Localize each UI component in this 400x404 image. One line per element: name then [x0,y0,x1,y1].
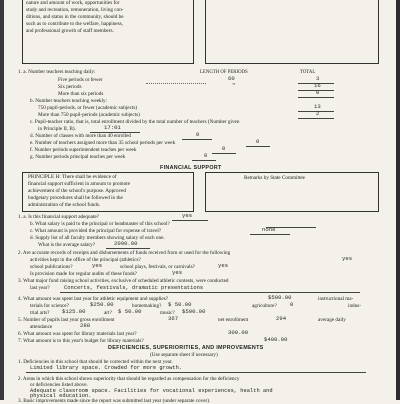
q2c-label: school publications? [30,264,73,270]
q6-label: 6. What amount was spent for library materials last year? [18,331,137,337]
q5-value: 367 [168,315,179,322]
row-label: More than six periods [58,91,104,97]
deficiencies-subheading: (Use separate sheet if necessary) [150,352,218,358]
q3-value: Concerts, festivals, dramatic presentations [64,285,204,291]
q4d-value: $ 50.00 [168,301,192,308]
q6-value: 300.00 [228,329,249,336]
deficiencies-q3-label: 3. Basic improvements made since the report was submitted last year (under separate cover). [18,398,211,404]
superintendent-periods-label: f. Number periods superintendent teaches per week [30,147,137,153]
q2e-label: Is provision made for regular audits of these funds? [30,271,137,277]
row-total: 16 [314,82,321,89]
deficiencies-q1-value: Limited library space. Crowded for more growth. [30,365,183,371]
value-underline [182,139,212,140]
deficiencies-q2-label: 2. Areas in which this school shows superiority that should be regarded as compensation for the deficiency [18,376,240,382]
q5d-value: 288 [80,322,91,329]
row-total: 13 [314,103,321,110]
q4c-value: $250.00 [90,301,114,308]
q7-value: $400.00 [264,336,288,343]
q4h-label: art? [104,310,112,316]
deficiencies-heading: DEFICIENCIES, SUPERIORITIES, AND IMPROVEMENTS [108,345,264,351]
remarks-label: Remarks by State Committee [244,175,305,181]
q4-label: 4. What amount was spent last year for athletic equipment and supplies? [18,296,169,302]
principle-line: and professional growth of staff members. [26,28,114,34]
total-underline [298,97,334,98]
q1c-label: c. What amount is provided the principal for expense of travel? [30,228,162,234]
q2d-label: school plays, festivals, or carnivals? [120,264,195,270]
q2b-value: yes [342,255,353,262]
row-label: Five periods or fewer [58,77,103,83]
q4g-label: trial arts? [30,310,50,316]
row-total: 0 [316,89,320,96]
q5b-label: net enrollment [218,317,249,323]
total-underline [298,118,334,119]
row-periods: 60 [228,75,235,82]
answer-line [26,372,366,373]
value-underline [60,292,360,293]
row-label: More than 750 pupil-periods (academic subjects) [38,112,140,118]
q4e-value: 0 [290,301,294,308]
value-underline [246,146,270,147]
q1b-label: b. What salary is paid to the principal or headmaster of this school? [30,221,170,227]
teachers-weekly-label: b. Number teachers teaching weekly: [30,98,108,104]
q4c-label: terials for science? [30,303,69,309]
q5-label: 5. Number of pupils last year gross enrollment [18,317,115,323]
q4f-label: indus- [348,303,361,309]
q4g-value: $125.00 [62,308,86,315]
col-total-header: TOTAL [300,70,316,75]
principle-line: study and recreation, remuneration, living con- [26,7,124,13]
value-underline [106,248,150,249]
superintendent-periods-value: 0 [222,145,226,152]
q5b-value: 294 [276,315,287,322]
q2-label: 2. Are accurate records of receipts and disbursements of funds received from or used for the following [18,250,231,256]
q2d-value: yes [218,262,229,269]
row-total: 3 [316,75,320,82]
value-underline [212,153,236,154]
principle-line: administration of the school funds. [28,202,101,208]
remarks-box-top [205,0,379,64]
pupil-teacher-ratio-label: c. Pupil-teacher ratio, that is, total enrollment divided by the total number of teachers (Number given [30,119,240,125]
dotted-leader [146,83,206,84]
q1c-value: none [262,226,276,233]
q1d-label: d. Supply list of all faculty members showing salary of each one. [30,235,165,241]
deficiencies-q2-value-2: physical education. [30,393,92,399]
q4i-label: music? [160,310,175,316]
value-underline [192,160,216,161]
q5d-label: attendance [30,324,53,330]
q4h-value: $ 50.00 [118,308,142,315]
principal-periods-label: g. Number periods principal teaches per week [30,154,126,160]
pupil-teacher-ratio-value: 17:01 [104,124,121,131]
teachers-over-35-label: e. Number of teachers assigned more than 35 school periods per week [30,140,176,146]
q4e-label: agriculture? [252,303,277,309]
row-total: 2 [316,110,320,117]
q2b-label: activities kept in the office of the principal (athletics? [30,257,141,263]
row-label: Six periods [58,84,82,90]
principle-line: nature and amount of work, opportunities for [26,0,120,6]
q4d-label: homemaking? [132,303,162,309]
q4b-label: instructional ma- [318,296,354,302]
principle-line: such as to contribute to the welfare, happiness, [26,21,123,27]
financial-support-heading: FINANCIAL SUPPORT [160,165,222,171]
q2c-value: yes [92,262,103,269]
q1d-value: 2000.00 [114,240,138,247]
q3b-label: last year? [30,285,50,291]
q4-value: $500.00 [268,294,292,301]
value-underline [172,220,208,221]
teachers-daily-label: 1. a. Number teachers teaching daily: [18,69,96,75]
q1a-value: yes [182,212,193,219]
deficiencies-q1-label: 1. Deficiencies in this school that should be corrected within the next year. [18,359,173,365]
deficiencies-q2-label-2: or deficiencies listed above. [30,382,88,388]
q7-label: 7. What amount is to this year's budget for library materials? [18,338,144,344]
principle-line: budgetary procedures shall be followed in the [28,195,123,201]
q4i-value: $500.00 [182,308,206,315]
row-label: 750 pupil-periods, or fewer (academic subjects) [38,105,138,111]
deficiencies-q2-value-1: Adequate classroom space. Facilities for vocational experiences, health and [30,388,273,394]
principle-line: achievement of the school's purpose. Approved [28,188,127,194]
col-periods-header: LENGTH OF PERIODS [200,70,248,75]
principal-periods-value: 0 [204,152,208,159]
classes-over-40-label: d. Number of classes with more than 40 enrolled [30,133,131,139]
q1d-label-2: What is the average salary? [38,242,96,248]
principle-line: financial support sufficient in amount to promote [28,181,130,187]
q3-label: 3. What major fund raising school activities, exclusive of scheduled athletic contests, were conducted [18,278,229,284]
row-periods: " [232,82,236,89]
principle-line: ditions, and status in the community, should be [26,14,124,20]
q5c-label: average daily [318,317,346,323]
value-underline [250,234,290,235]
teachers-over-35-value: 0 [256,138,260,145]
pupil-teacher-ratio-label-2: in Principle II, B). [38,126,76,132]
q1a-label: 1. a. Is this financial support adequate? [18,214,99,220]
q2e-value: yes [172,269,183,276]
principle-line: PRINCIPLE H: There shall be evidence of [28,174,117,180]
classes-over-40-value: 0 [196,131,200,138]
